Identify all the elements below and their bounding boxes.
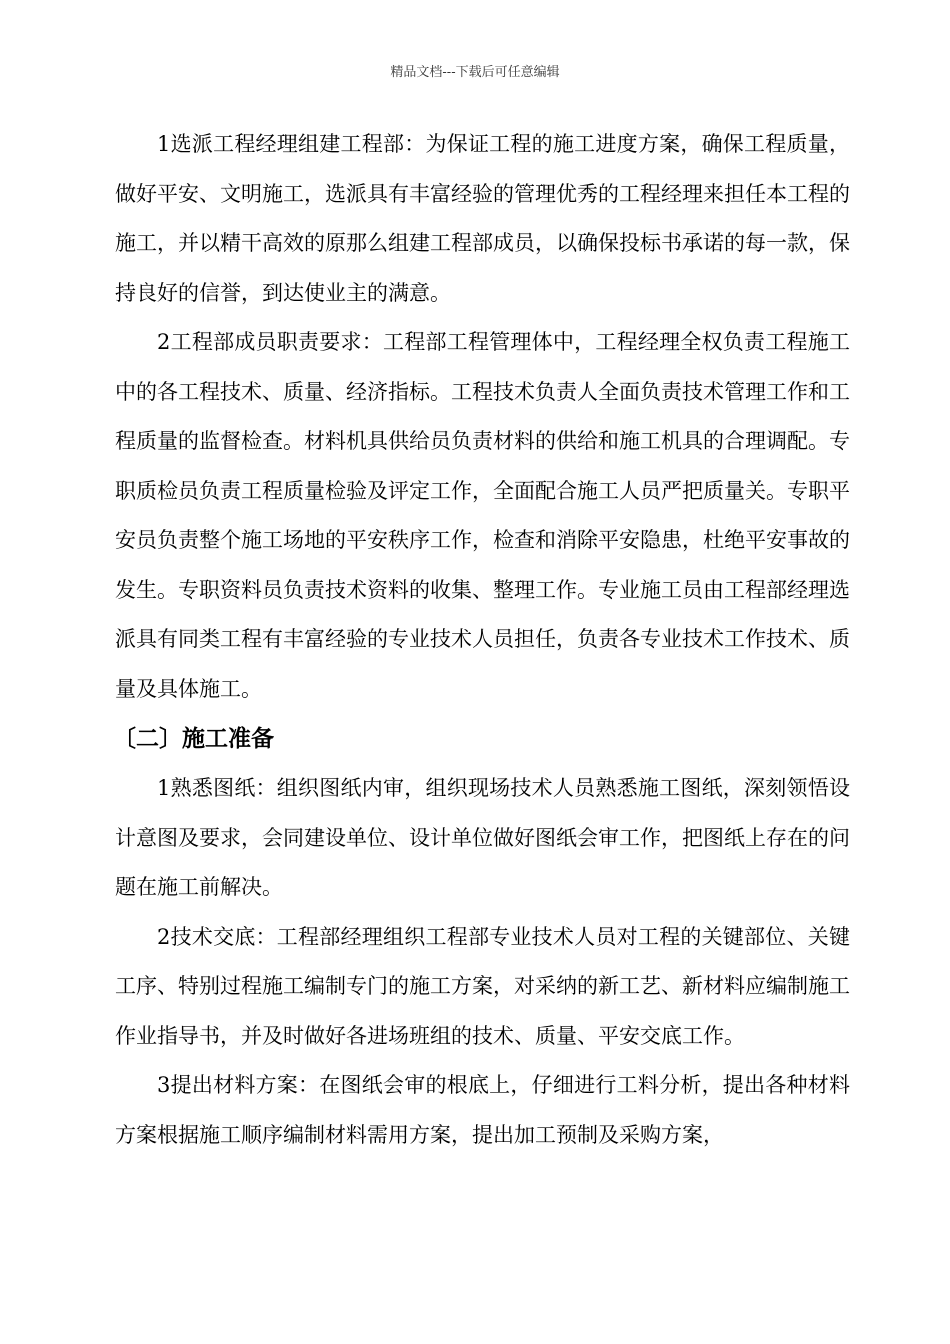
paragraph-member-duties: 2工程部成员职责要求：工程部工程管理体中，工程经理全权负责工程施工中的各工程技术、质量、经济指标。工程技术负责人全面负责技术管理工作和工程质量的监督检查。材料机具供给员负责材料的供给和施工机具的合理调配。专职质检员负责工程质量检验及评定工作，全面配合施工人员严把质量关。专职平安员负责整个施工场地的平安秩序工作，检查和消除平安隐患，杜绝平安事故的发生。专职资料员负责技术资料的收集、整理工作。专业施工员由工程部经理选派具有同类工程有丰富经验的专业技术人员担任，负责各专业技术工作技术、质量及具体施工。 [115,330,850,701]
section-heading-construction-prep: 〔二〕施工准备 [113,726,274,752]
paragraph-material-plan: 3提出材料方案：在图纸会审的根底上，仔细进行工料分析，提出各种材料方案根据施工顺序编制材料需用方案，提出加工预制及采购方案， [115,1073,850,1147]
page-header: 精品文档---下载后可任意编辑 [390,65,560,80]
paragraph-technical-briefing: 2技术交底：工程部经理组织工程部专业技术人员对工程的关键部位、关键工序、特别过程施工编制专门的施工方案，对采纳的新工艺、新材料应编制施工作业指导书，并及时做好各进场班组的技术、质量、平安交底工作。 [115,924,850,1048]
paragraph-familiarize-drawings: 1熟悉图纸：组织图纸内审，组织现场技术人员熟悉施工图纸，深刻领悟设计意图及要求，会同建设单位、设计单位做好图纸会审工作，把图纸上存在的问题在施工前解决。 [115,776,850,899]
document-body [115,120,850,1160]
paragraph-select-manager: 1选派工程经理组建工程部：为保证工程的施工进度方案，确保工程质量，做好平安、文明施工，选派具有丰富经验的管理优秀的工程经理来担任本工程的施工，并以精干高效的原那么组建工程部成员，以确保投标书承诺的每一款，保持良好的信誉，到达使业主的满意。 [115,132,850,305]
